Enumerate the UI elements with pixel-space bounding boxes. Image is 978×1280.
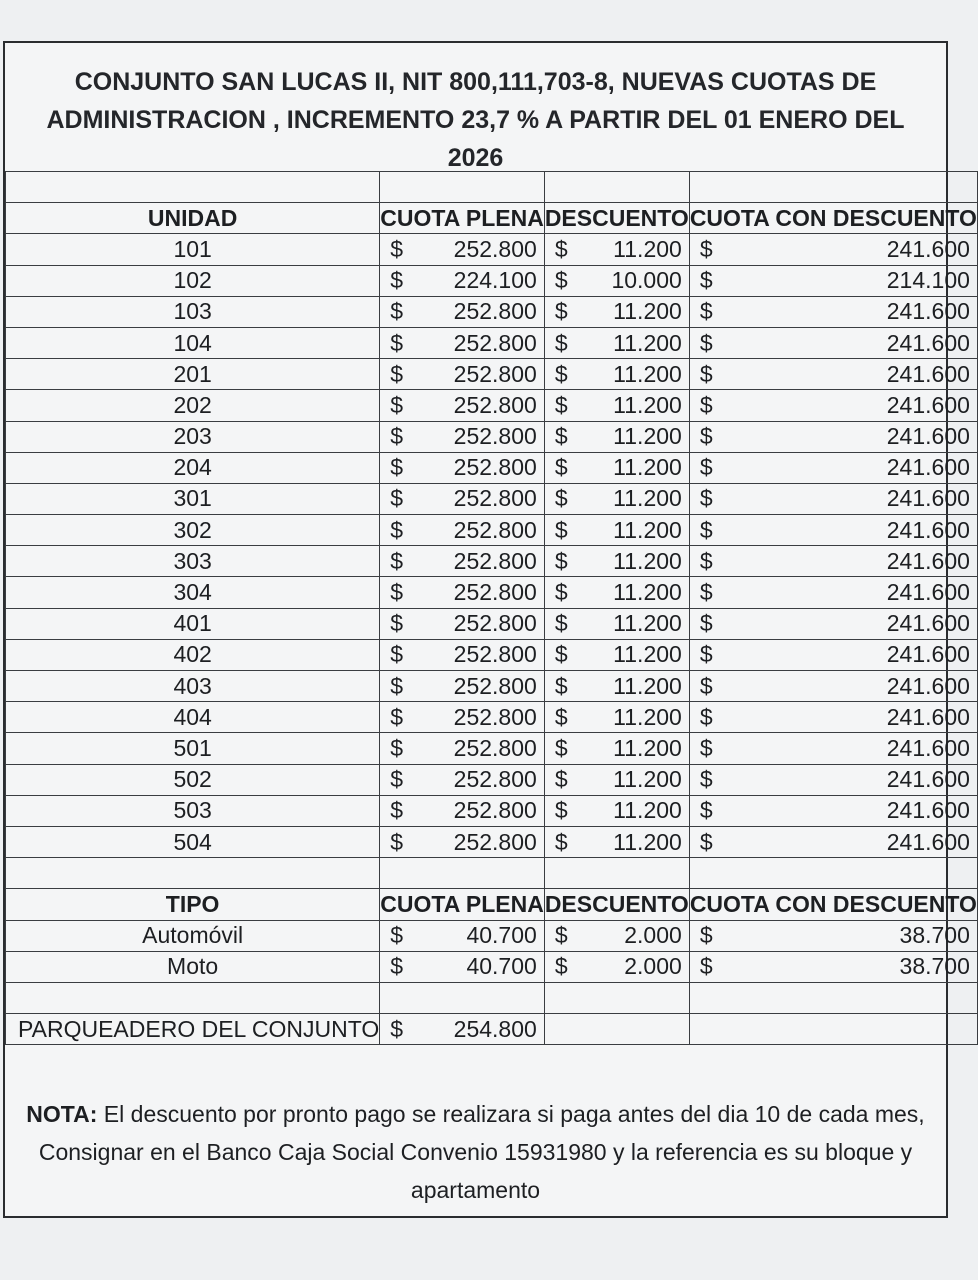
currency-symbol: $ bbox=[554, 579, 568, 606]
vehicle-type-cell[interactable]: Automóvil bbox=[6, 920, 380, 951]
currency-symbol: $ bbox=[390, 485, 404, 512]
discount-cell[interactable] bbox=[544, 639, 689, 670]
amount-value: 11.200 bbox=[613, 360, 682, 387]
net-fee-cell[interactable] bbox=[689, 296, 977, 327]
spreadsheet-sheet bbox=[3, 41, 977, 1218]
table-row bbox=[6, 577, 978, 608]
amount-value: 241.600 bbox=[886, 235, 970, 262]
net-fee-cell[interactable] bbox=[689, 608, 977, 639]
currency-symbol: $ bbox=[390, 828, 404, 855]
full-fee-cell[interactable] bbox=[380, 515, 545, 546]
unit-cell[interactable]: 303 bbox=[6, 546, 380, 577]
currency-symbol: $ bbox=[554, 547, 568, 574]
currency-symbol: $ bbox=[390, 329, 404, 356]
vehicle-type-cell[interactable]: Moto bbox=[6, 951, 380, 982]
currency-symbol: $ bbox=[699, 641, 713, 668]
unit-cell[interactable]: 204 bbox=[6, 452, 380, 483]
amount-value: 252.800 bbox=[453, 641, 537, 668]
discount-cell[interactable] bbox=[544, 608, 689, 639]
amount-value: 11.200 bbox=[613, 828, 682, 855]
currency-symbol: $ bbox=[390, 298, 404, 325]
currency-symbol: $ bbox=[390, 610, 404, 637]
spacer-row bbox=[6, 858, 978, 889]
currency-symbol: $ bbox=[554, 766, 568, 793]
parking-label: PARQUEADERO DEL CONJUNTO bbox=[6, 1014, 380, 1045]
net-fee-cell[interactable] bbox=[689, 702, 977, 733]
amount-value: 11.200 bbox=[613, 734, 682, 761]
currency-symbol: $ bbox=[554, 360, 568, 387]
table-row bbox=[6, 951, 978, 982]
amount-value: 241.600 bbox=[886, 797, 970, 824]
table-row bbox=[6, 826, 978, 857]
currency-symbol: $ bbox=[699, 766, 713, 793]
empty-cell bbox=[689, 982, 977, 1013]
amount-value: 11.200 bbox=[613, 797, 682, 824]
empty-cell bbox=[380, 982, 545, 1013]
full-fee-cell[interactable] bbox=[380, 826, 545, 857]
currency-symbol: $ bbox=[699, 953, 713, 980]
net-fee-cell[interactable] bbox=[689, 920, 977, 951]
currency-symbol: $ bbox=[699, 797, 713, 824]
net-fee-cell[interactable] bbox=[689, 327, 977, 358]
amount-value: 241.600 bbox=[886, 641, 970, 668]
currency-symbol: $ bbox=[554, 672, 568, 699]
table-row bbox=[6, 452, 978, 483]
unit-cell[interactable]: 404 bbox=[6, 702, 380, 733]
currency-symbol: $ bbox=[390, 1015, 404, 1042]
amount-value: 252.800 bbox=[453, 235, 537, 262]
amount-value: 241.600 bbox=[886, 734, 970, 761]
discount-cell[interactable] bbox=[544, 265, 689, 296]
currency-symbol: $ bbox=[699, 922, 713, 949]
amount-value: 241.600 bbox=[886, 579, 970, 606]
table-row bbox=[6, 920, 978, 951]
amount-value: 241.600 bbox=[886, 485, 970, 512]
currency-symbol: $ bbox=[554, 734, 568, 761]
currency-symbol: $ bbox=[699, 360, 713, 387]
currency-symbol: $ bbox=[390, 360, 404, 387]
amount-value: 11.200 bbox=[613, 547, 682, 574]
currency-symbol: $ bbox=[699, 828, 713, 855]
amount-value: 11.200 bbox=[613, 703, 682, 730]
unit-cell[interactable]: 304 bbox=[6, 577, 380, 608]
unit-cell[interactable]: 504 bbox=[6, 826, 380, 857]
currency-symbol: $ bbox=[554, 641, 568, 668]
discount-cell[interactable] bbox=[544, 390, 689, 421]
currency-symbol: $ bbox=[554, 267, 568, 294]
currency-symbol: $ bbox=[390, 797, 404, 824]
amount-value: 11.200 bbox=[613, 610, 682, 637]
full-fee-cell[interactable] bbox=[380, 577, 545, 608]
empty-cell bbox=[6, 982, 380, 1013]
currency-symbol: $ bbox=[390, 547, 404, 574]
amount-value: 241.600 bbox=[886, 766, 970, 793]
amount-value: 252.800 bbox=[453, 734, 537, 761]
full-fee-cell[interactable] bbox=[380, 546, 545, 577]
net-fee-cell[interactable] bbox=[689, 265, 977, 296]
currency-symbol: $ bbox=[699, 423, 713, 450]
amount-value: 252.800 bbox=[453, 579, 537, 606]
currency-symbol: $ bbox=[390, 953, 404, 980]
amount-value: 241.600 bbox=[886, 329, 970, 356]
full-fee-cell[interactable] bbox=[380, 764, 545, 795]
amount-value: 241.600 bbox=[886, 828, 970, 855]
parking-row bbox=[6, 1014, 978, 1045]
currency-symbol: $ bbox=[554, 828, 568, 855]
amount-value: 252.800 bbox=[453, 828, 537, 855]
net-fee-cell[interactable] bbox=[689, 390, 977, 421]
currency-symbol: $ bbox=[699, 298, 713, 325]
amount-value: 40.700 bbox=[466, 922, 537, 949]
currency-symbol: $ bbox=[554, 610, 568, 637]
amount-value: 11.200 bbox=[613, 329, 682, 356]
spacer-row bbox=[6, 982, 978, 1013]
empty-cell bbox=[544, 858, 689, 889]
discount-cell[interactable] bbox=[544, 546, 689, 577]
table-row bbox=[6, 702, 978, 733]
net-fee-cell[interactable] bbox=[689, 546, 977, 577]
net-fee-cell[interactable] bbox=[689, 764, 977, 795]
table-row bbox=[6, 421, 978, 452]
unit-cell[interactable]: 102 bbox=[6, 265, 380, 296]
currency-symbol: $ bbox=[554, 298, 568, 325]
amount-value: 252.800 bbox=[453, 547, 537, 574]
units-header-row bbox=[6, 203, 978, 234]
table-row bbox=[6, 671, 978, 702]
currency-symbol: $ bbox=[699, 516, 713, 543]
discount-cell[interactable] bbox=[544, 296, 689, 327]
empty-cell bbox=[6, 172, 380, 203]
currency-symbol: $ bbox=[699, 703, 713, 730]
amount-value: 252.800 bbox=[453, 516, 537, 543]
currency-symbol: $ bbox=[390, 734, 404, 761]
full-fee-cell[interactable] bbox=[380, 483, 545, 514]
unit-cell[interactable]: 401 bbox=[6, 608, 380, 639]
currency-symbol: $ bbox=[390, 672, 404, 699]
amount-value: 11.200 bbox=[613, 672, 682, 699]
header-cell: CUOTA PLENA bbox=[380, 203, 545, 234]
discount-cell[interactable] bbox=[544, 483, 689, 514]
amount-value: 241.600 bbox=[886, 672, 970, 699]
amount-value: 11.200 bbox=[613, 423, 682, 450]
parking-value-cell[interactable] bbox=[380, 1014, 545, 1045]
amount-value: 252.800 bbox=[453, 703, 537, 730]
discount-cell[interactable] bbox=[544, 452, 689, 483]
net-fee-cell[interactable] bbox=[689, 826, 977, 857]
currency-symbol: $ bbox=[390, 703, 404, 730]
amount-value: 252.800 bbox=[453, 391, 537, 418]
currency-symbol: $ bbox=[554, 953, 568, 980]
unit-cell[interactable]: 301 bbox=[6, 483, 380, 514]
empty-cell bbox=[380, 858, 545, 889]
full-fee-cell[interactable] bbox=[380, 452, 545, 483]
amount-value: 11.200 bbox=[613, 235, 682, 262]
amount-value: 241.600 bbox=[886, 516, 970, 543]
payment-note bbox=[5, 1095, 946, 1209]
discount-cell[interactable] bbox=[544, 577, 689, 608]
amount-value: 241.600 bbox=[886, 391, 970, 418]
discount-cell[interactable] bbox=[544, 327, 689, 358]
full-fee-cell[interactable] bbox=[380, 265, 545, 296]
currency-symbol: $ bbox=[554, 423, 568, 450]
currency-symbol: $ bbox=[390, 516, 404, 543]
discount-cell[interactable] bbox=[544, 702, 689, 733]
amount-value: 241.600 bbox=[886, 703, 970, 730]
unit-cell[interactable]: 503 bbox=[6, 795, 380, 826]
net-fee-cell[interactable] bbox=[689, 421, 977, 452]
amount-value: 252.800 bbox=[453, 454, 537, 481]
amount-value: 2.000 bbox=[624, 922, 682, 949]
table-row bbox=[6, 296, 978, 327]
discount-cell[interactable] bbox=[544, 951, 689, 982]
amount-value: 11.200 bbox=[613, 766, 682, 793]
note-text: El descuento por pronto pago se realizara si paga antes del dia 10 de cada mes, Consignar en el Banco Caja Social Convenio 15931980 y la referencia es su bloque y apartamento bbox=[38, 1101, 925, 1203]
currency-symbol: $ bbox=[554, 485, 568, 512]
empty-cell bbox=[544, 982, 689, 1013]
currency-symbol: $ bbox=[554, 391, 568, 418]
amount-value: 11.200 bbox=[613, 485, 682, 512]
table-row bbox=[6, 515, 978, 546]
table-row bbox=[6, 639, 978, 670]
vehicles-header-row bbox=[6, 889, 978, 920]
spacer-row bbox=[6, 172, 978, 203]
empty-cell bbox=[6, 858, 380, 889]
currency-symbol: $ bbox=[390, 267, 404, 294]
empty-cell bbox=[544, 172, 689, 203]
amount-value: 252.800 bbox=[453, 329, 537, 356]
amount-value: 252.800 bbox=[453, 423, 537, 450]
amount-value: 11.200 bbox=[613, 391, 682, 418]
amount-value: 241.600 bbox=[886, 610, 970, 637]
full-fee-cell[interactable] bbox=[380, 733, 545, 764]
amount-value: 254.800 bbox=[453, 1015, 537, 1042]
table-row bbox=[6, 546, 978, 577]
currency-symbol: $ bbox=[390, 423, 404, 450]
amount-value: 38.700 bbox=[899, 953, 970, 980]
amount-value: 224.100 bbox=[453, 267, 537, 294]
amount-value: 252.800 bbox=[453, 610, 537, 637]
discount-cell[interactable] bbox=[544, 826, 689, 857]
table-row bbox=[6, 483, 978, 514]
header-cell: DESCUENTO bbox=[544, 203, 689, 234]
discount-cell[interactable] bbox=[544, 795, 689, 826]
currency-symbol: $ bbox=[699, 672, 713, 699]
unit-cell[interactable]: 501 bbox=[6, 733, 380, 764]
empty-cell bbox=[544, 1014, 689, 1045]
discount-cell[interactable] bbox=[544, 671, 689, 702]
unit-cell[interactable]: 103 bbox=[6, 296, 380, 327]
currency-symbol: $ bbox=[390, 766, 404, 793]
currency-symbol: $ bbox=[699, 579, 713, 606]
full-fee-cell[interactable] bbox=[380, 702, 545, 733]
amount-value: 252.800 bbox=[453, 485, 537, 512]
amount-value: 252.800 bbox=[453, 672, 537, 699]
amount-value: 214.100 bbox=[886, 267, 970, 294]
title-line-3: 2026 bbox=[447, 144, 504, 172]
net-fee-cell[interactable] bbox=[689, 515, 977, 546]
currency-symbol: $ bbox=[390, 391, 404, 418]
amount-value: 38.700 bbox=[899, 922, 970, 949]
amount-value: 252.800 bbox=[453, 766, 537, 793]
full-fee-cell[interactable] bbox=[380, 951, 545, 982]
amount-value: 11.200 bbox=[613, 579, 682, 606]
amount-value: 2.000 bbox=[624, 953, 682, 980]
net-fee-cell[interactable] bbox=[689, 452, 977, 483]
currency-symbol: $ bbox=[699, 734, 713, 761]
empty-cell bbox=[689, 858, 977, 889]
header-cell: CUOTA CON DESCUENTO bbox=[689, 203, 977, 234]
header-cell: UNIDAD bbox=[6, 203, 380, 234]
table-row bbox=[6, 234, 978, 265]
net-fee-cell[interactable] bbox=[689, 795, 977, 826]
discount-cell[interactable] bbox=[544, 733, 689, 764]
note-label: NOTA: bbox=[26, 1101, 98, 1127]
currency-symbol: $ bbox=[390, 579, 404, 606]
amount-value: 252.800 bbox=[453, 797, 537, 824]
net-fee-cell[interactable] bbox=[689, 577, 977, 608]
currency-symbol: $ bbox=[554, 516, 568, 543]
unit-cell[interactable]: 104 bbox=[6, 327, 380, 358]
currency-symbol: $ bbox=[390, 235, 404, 262]
empty-cell bbox=[689, 1014, 977, 1045]
table-row bbox=[6, 327, 978, 358]
currency-symbol: $ bbox=[554, 797, 568, 824]
amount-value: 11.200 bbox=[613, 516, 682, 543]
full-fee-cell[interactable] bbox=[380, 671, 545, 702]
amount-value: 241.600 bbox=[886, 547, 970, 574]
amount-value: 252.800 bbox=[453, 360, 537, 387]
amount-value: 11.200 bbox=[613, 298, 682, 325]
page-title bbox=[5, 43, 946, 171]
header-cell: TIPO bbox=[6, 889, 380, 920]
table-row bbox=[6, 608, 978, 639]
currency-symbol: $ bbox=[699, 329, 713, 356]
net-fee-cell[interactable] bbox=[689, 671, 977, 702]
net-fee-cell[interactable] bbox=[689, 639, 977, 670]
net-fee-cell[interactable] bbox=[689, 733, 977, 764]
currency-symbol: $ bbox=[554, 329, 568, 356]
unit-cell[interactable]: 101 bbox=[6, 234, 380, 265]
currency-symbol: $ bbox=[699, 267, 713, 294]
currency-symbol: $ bbox=[699, 454, 713, 481]
amount-value: 252.800 bbox=[453, 298, 537, 325]
full-fee-cell[interactable] bbox=[380, 920, 545, 951]
full-fee-cell[interactable] bbox=[380, 639, 545, 670]
unit-cell[interactable]: 403 bbox=[6, 671, 380, 702]
table-row bbox=[6, 390, 978, 421]
unit-cell[interactable]: 302 bbox=[6, 515, 380, 546]
currency-symbol: $ bbox=[554, 922, 568, 949]
currency-symbol: $ bbox=[554, 454, 568, 481]
unit-cell[interactable]: 203 bbox=[6, 421, 380, 452]
discount-cell[interactable] bbox=[544, 234, 689, 265]
full-fee-cell[interactable] bbox=[380, 795, 545, 826]
amount-value: 241.600 bbox=[886, 454, 970, 481]
title-line-1: CONJUNTO SAN LUCAS II, NIT 800,111,703-8, NUEVAS CUOTAS DE bbox=[74, 68, 877, 96]
table-row bbox=[6, 733, 978, 764]
full-fee-cell[interactable] bbox=[380, 296, 545, 327]
header-cell: CUOTA CON DESCUENTO bbox=[689, 889, 977, 920]
unit-cell[interactable]: 201 bbox=[6, 359, 380, 390]
discount-cell[interactable] bbox=[544, 764, 689, 795]
header-cell: DESCUENTO bbox=[544, 889, 689, 920]
unit-cell[interactable]: 402 bbox=[6, 639, 380, 670]
full-fee-cell[interactable] bbox=[380, 608, 545, 639]
net-fee-cell[interactable] bbox=[689, 234, 977, 265]
currency-symbol: $ bbox=[699, 547, 713, 574]
table-row bbox=[6, 764, 978, 795]
full-fee-cell[interactable] bbox=[380, 390, 545, 421]
amount-value: 10.000 bbox=[611, 267, 682, 294]
currency-symbol: $ bbox=[390, 641, 404, 668]
empty-cell bbox=[380, 172, 545, 203]
full-fee-cell[interactable] bbox=[380, 327, 545, 358]
currency-symbol: $ bbox=[699, 235, 713, 262]
amount-value: 241.600 bbox=[886, 423, 970, 450]
table-row bbox=[6, 795, 978, 826]
amount-value: 11.200 bbox=[613, 641, 682, 668]
net-fee-cell[interactable] bbox=[689, 483, 977, 514]
empty-cell bbox=[689, 172, 977, 203]
table-row bbox=[6, 359, 978, 390]
unit-cell[interactable]: 202 bbox=[6, 390, 380, 421]
net-fee-cell[interactable] bbox=[689, 951, 977, 982]
full-fee-cell[interactable] bbox=[380, 234, 545, 265]
units-fee-table bbox=[5, 171, 978, 1045]
amount-value: 241.600 bbox=[886, 360, 970, 387]
currency-symbol: $ bbox=[699, 610, 713, 637]
currency-symbol: $ bbox=[554, 703, 568, 730]
currency-symbol: $ bbox=[390, 454, 404, 481]
title-line-2: ADMINISTRACION , INCREMENTO 23,7 % A PARTIR DEL 01 ENERO DEL bbox=[46, 106, 905, 134]
table-row bbox=[6, 265, 978, 296]
amount-value: 241.600 bbox=[886, 298, 970, 325]
currency-symbol: $ bbox=[390, 922, 404, 949]
currency-symbol: $ bbox=[699, 485, 713, 512]
currency-symbol: $ bbox=[699, 391, 713, 418]
amount-value: 11.200 bbox=[613, 454, 682, 481]
discount-cell[interactable] bbox=[544, 920, 689, 951]
net-fee-cell[interactable] bbox=[689, 359, 977, 390]
full-fee-cell[interactable] bbox=[380, 359, 545, 390]
discount-cell[interactable] bbox=[544, 515, 689, 546]
currency-symbol: $ bbox=[554, 235, 568, 262]
header-cell: CUOTA PLENA bbox=[380, 889, 545, 920]
unit-cell[interactable]: 502 bbox=[6, 764, 380, 795]
discount-cell[interactable] bbox=[544, 421, 689, 452]
full-fee-cell[interactable] bbox=[380, 421, 545, 452]
discount-cell[interactable] bbox=[544, 359, 689, 390]
amount-value: 40.700 bbox=[466, 953, 537, 980]
